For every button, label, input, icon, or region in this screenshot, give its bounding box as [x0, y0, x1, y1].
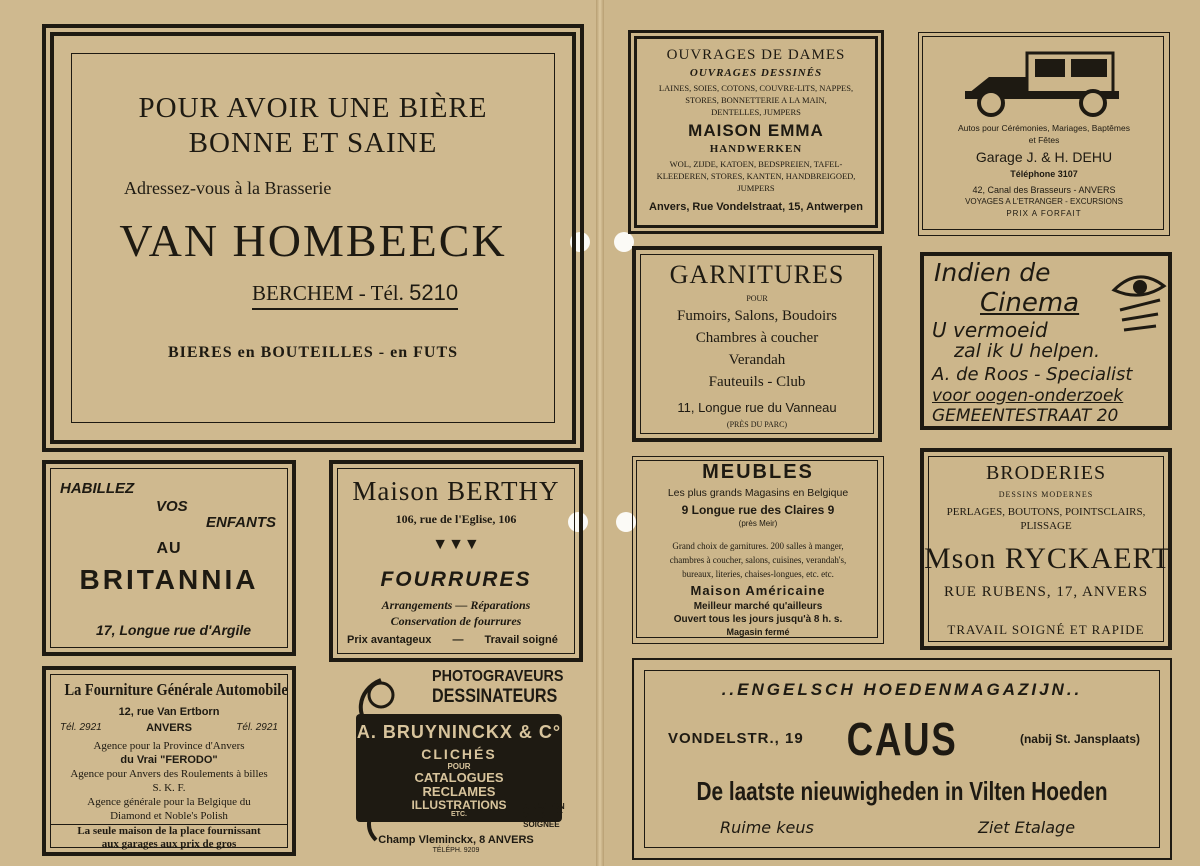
page-fold	[596, 0, 604, 866]
execution-note	[518, 802, 565, 829]
ad-de-roos	[920, 252, 1172, 430]
service-3: VOYAGES A L'ETRANGER - EXCURSIONS	[965, 197, 1123, 206]
decorative-mark-icon: ▼▼▼	[432, 536, 480, 553]
agency-2: du Vrai "FERODO"	[120, 754, 218, 766]
address: 106, rue de l'Eglise, 106	[395, 512, 517, 526]
ad-garnitures	[632, 246, 882, 442]
slogan: De laatste nieuwigheden in Vilten Hoeden	[696, 776, 1108, 806]
ad-ryckaert	[920, 448, 1172, 650]
tel-left: Tél. 2921	[60, 722, 102, 733]
etc: ETC.	[451, 811, 467, 818]
line-vos: VOS	[156, 498, 188, 515]
company-name: A. BRUYNINCKX & C°	[356, 722, 562, 742]
note-2: Ziet Etalage	[978, 818, 1076, 837]
footer-line: BIERES en BOUTEILLES - en FUTS	[167, 344, 459, 361]
shop-name: Maison BERTHY	[352, 476, 560, 506]
punch-hole	[614, 232, 634, 252]
ad-van-hombeeck	[42, 24, 584, 452]
footer-1: La seule maison de la place fournissant	[77, 825, 261, 837]
handwritten-line-6: voor oogen-onderzoek	[932, 386, 1124, 406]
agency-3: Agence pour Anvers des Roulements à billes	[70, 768, 268, 780]
item-3: Verandah	[728, 352, 786, 368]
heading: MEUBLES	[702, 461, 814, 483]
telephone: Téléphone 3107	[1010, 169, 1078, 179]
details-2: chambres à coucher, salons, cuisines, verandah's,	[669, 555, 847, 565]
ad-meubles	[632, 456, 884, 644]
company-name: La Fourniture Générale Automobile	[64, 680, 288, 699]
heading-2: OUVRAGES DESSINÉS	[689, 67, 823, 79]
agency-5: Agence générale pour la Belgique du	[87, 796, 251, 808]
services-2: PLISSAGE	[1020, 520, 1072, 532]
ad-britannia	[42, 460, 296, 656]
item-2: RECLAMES	[422, 784, 496, 799]
goods-3: DENTELLES, JUMPERS	[711, 107, 801, 117]
services-1: PERLAGES, BOUTONS, POINTSCLAIRS,	[946, 506, 1146, 518]
goods-6: JUMPERS	[737, 183, 775, 193]
shop-name: CAUS	[846, 713, 958, 765]
address: 42, Canal des Brasseurs - ANVERS	[972, 185, 1116, 195]
exec-1: EXECUTION	[518, 802, 565, 811]
line-au: AU	[156, 540, 182, 557]
eye-icon	[1110, 260, 1170, 340]
goods-4: WOL, ZIJDE, KATOEN, BEDSPREIEN, TAFEL-	[669, 159, 843, 169]
agency-1: Agence pour la Province d'Anvers	[93, 740, 245, 752]
line-enfants: ENFANTS	[206, 514, 277, 531]
heading-2: DESSINATEURS	[432, 686, 558, 707]
near-meir: (près Meir)	[738, 519, 778, 528]
agency-4: S. K. F.	[152, 782, 186, 794]
handwritten-line-7: GEMEENTESTRAAT 20	[932, 406, 1119, 426]
telephone: TÉLÉPH. 9209	[432, 847, 480, 854]
tel-right: Tél. 2921	[236, 722, 278, 733]
heading: BRODERIES	[985, 462, 1107, 484]
shop-name: Mson RYCKAERT	[924, 542, 1172, 575]
car-icon	[959, 47, 1129, 117]
address: Anvers, Rue Vondelstraat, 15, Antwerpen	[649, 201, 863, 213]
cliches: CLICHÉS	[421, 746, 497, 762]
heading-fourrures: FOURRURES	[380, 568, 532, 591]
ad-maison-berthy	[329, 460, 583, 662]
brewery-name: VAN HOMBEECK	[119, 215, 507, 266]
pour: POUR	[447, 762, 471, 771]
shop-name: Maison Américaine	[690, 583, 826, 598]
heading-1: PHOTOGRAVEURS	[432, 668, 564, 685]
handwritten-line-3: U vermoeid	[932, 318, 1048, 342]
service-1: Autos pour Cérémonies, Mariages, Baptêmes	[958, 123, 1130, 133]
line-habillez: HABILLEZ	[60, 480, 135, 497]
headline-1: POUR AVOIR UNE BIÈRE	[138, 92, 488, 124]
near-park: (PRÈS DU PARC)	[726, 420, 788, 429]
address: 12, rue Van Ertborn	[118, 706, 220, 718]
exec-3: SOIGNÉE	[523, 820, 560, 829]
ad-caus	[632, 658, 1172, 860]
price-note: Prix avantageux	[347, 634, 432, 646]
item-2: Chambres à coucher	[695, 330, 819, 346]
address: 11, Longue rue du Vanneau	[677, 400, 837, 415]
goods-1: LAINES, SOIES, COTONS, COUVRE-LITS, NAPPES,	[658, 83, 854, 93]
tagline: Les plus grands Magasins en Belgique	[667, 487, 849, 499]
goods-5: KLEEDEREN, STORES, KANTEN, HANDBREIGOED,	[656, 171, 856, 181]
details-1: Grand choix de garnitures. 200 salles à manger,	[672, 541, 844, 551]
address: 9 Longue rue des Claires 9	[681, 503, 835, 517]
ad-fourniture-automobile	[42, 666, 296, 856]
agency-6: Diamond et Noble's Polish	[110, 810, 228, 822]
item-4: Fauteuils - Club	[708, 374, 806, 390]
address: Champ Vleminckx, 8 ANVERS	[378, 834, 534, 846]
note-1: Meilleur marché qu'ailleurs	[693, 601, 823, 612]
ad-inner-frame	[71, 53, 555, 423]
separator: —	[452, 634, 464, 646]
pour: POUR	[746, 294, 768, 303]
handwritten-line-5: A. de Roos - Specialist	[932, 364, 1133, 385]
street: VONDELSTR., 19	[668, 730, 804, 747]
goods-2: STORES, BONNETTERIE A LA MAIN,	[685, 95, 827, 105]
location: BERCHEM - Tél.	[252, 281, 404, 305]
tagline: Adressez-vous à la Brasserie	[124, 178, 332, 198]
service-2: et Fêtes	[1028, 135, 1060, 145]
garage-name: Garage J. & H. DEHU	[975, 149, 1113, 165]
services-1: Arrangements — Réparations	[381, 598, 531, 612]
headline-2: BONNE ET SAINE	[188, 127, 438, 159]
item-1: Fumoirs, Salons, Boudoirs	[676, 308, 838, 324]
ad-bruyninckx	[346, 668, 566, 858]
shop-name: BRITANNIA	[79, 564, 259, 595]
ad-maison-emma	[628, 30, 884, 234]
heading-3: HANDWERKEN	[709, 143, 803, 155]
address: RUE RUBENS, 17, ANVERS	[943, 584, 1149, 600]
subheading: DESSINS MODERNES	[998, 490, 1094, 499]
near: (nabij St. Jansplaats)	[1019, 732, 1140, 746]
telephone: 5210	[409, 280, 459, 305]
heading: ..ENGELSCH HOEDENMAGAZIJN..	[721, 680, 1083, 699]
handwritten-line-2: Cinema	[980, 288, 1080, 318]
shop-name: MAISON EMMA	[688, 121, 824, 140]
service-4: PRIX A FORFAIT	[1006, 209, 1082, 218]
footer-2: aux garages aux prix de gros	[101, 838, 237, 850]
exec-2: RAPIDE ET	[520, 811, 563, 820]
details-3: bureaux, literies, chaises-longues, etc. etc.	[682, 569, 834, 579]
city: ANVERS	[146, 722, 192, 734]
heading: GARNITURES	[669, 260, 845, 289]
note-1: Ruime keus	[720, 818, 814, 837]
services-2: Conservation de fourrures	[390, 614, 522, 628]
handwritten-line-1: Indien de	[934, 258, 1051, 287]
quality-note: TRAVAIL SOIGNÉ ET RAPIDE	[947, 622, 1145, 637]
note-2: Ouvert tous les jours jusqu'à 8 h. s.	[673, 614, 843, 625]
item-1: CATALOGUES	[414, 770, 504, 785]
heading-1: OUVRAGES DE DAMES	[666, 47, 846, 63]
address: 17, Longue rue d'Argile	[96, 622, 252, 638]
item-3: ILLUSTRATIONS	[411, 798, 507, 812]
quality-note: Travail soigné	[484, 634, 558, 646]
ad-garage-dehu	[918, 32, 1170, 236]
handwritten-line-4: zal ik U helpen.	[954, 340, 1101, 362]
note-3: Magasin fermé	[726, 627, 790, 637]
